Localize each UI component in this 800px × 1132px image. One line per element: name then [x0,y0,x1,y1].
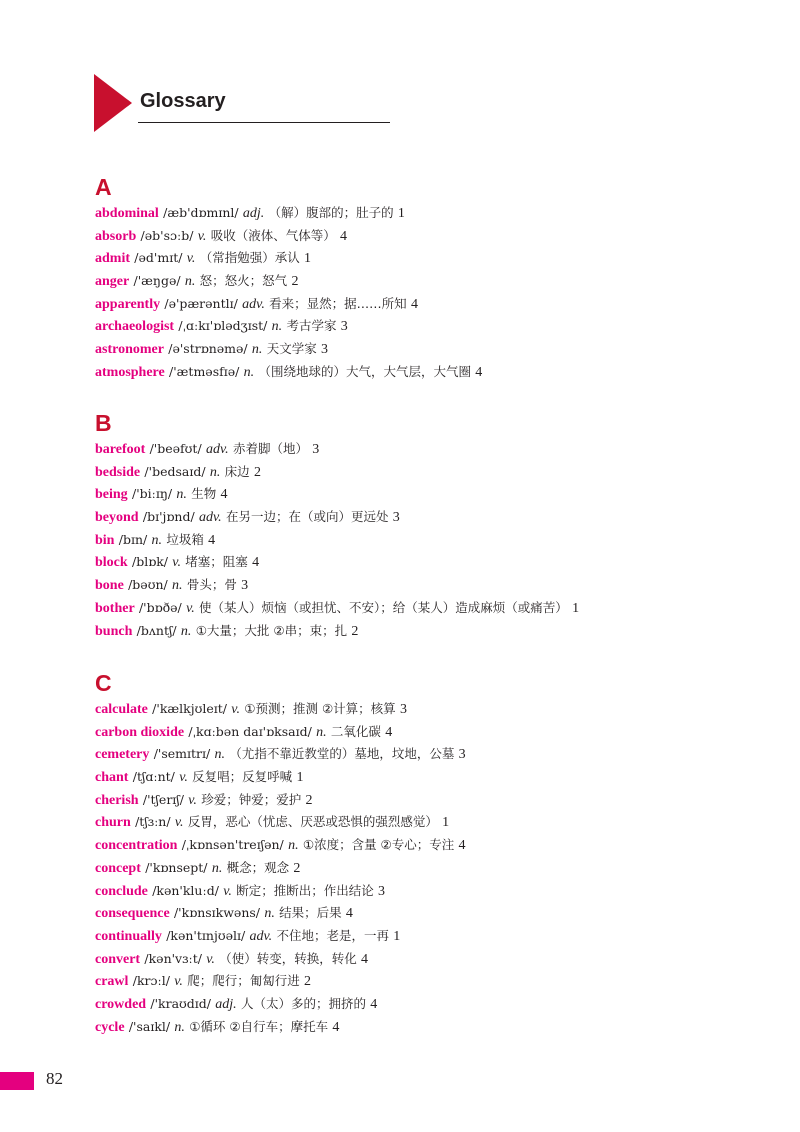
definition: ①大量；大批 ②串；束；扎 [195,622,348,638]
glossary-entry [95,698,755,721]
glossary-entry [95,880,755,903]
part-of-speech: n. [174,1019,185,1035]
part-of-speech: n. [288,838,299,854]
glossary-entry [95,293,755,316]
definition: 堵塞；阻塞 [185,554,248,570]
glossary-entry [95,721,755,744]
unit-number: 4 [458,838,466,854]
part-of-speech: v. [188,792,197,808]
definition: （尤指不靠近教堂的）墓地，坟地，公墓 [229,746,455,762]
glossary-entry [95,483,755,506]
pronunciation: /əb'sɔːb/ [140,227,194,243]
pronunciation: /'biːɪŋ/ [131,486,173,502]
pronunciation: /'saɪkl/ [128,1018,171,1034]
section-a [95,174,755,384]
pronunciation: /bʌntʃ/ [136,622,177,638]
pronunciation: /'kɒnsept/ [145,859,208,875]
pronunciation: /'bedsaɪd/ [144,463,206,479]
headword: archaeologist [95,319,175,335]
unit-number: 3 [399,702,407,717]
pronunciation: /ˌkɒnsən'treɪʃən/ [181,837,284,853]
headword: continually [95,928,162,944]
glossary-entry [95,225,755,248]
unit-number: 3 [340,319,348,335]
definition: 断定；推断出；作出结论 [236,882,374,898]
definition: 吸收（液体、气体等） [210,227,336,243]
pronunciation: /krɔːl/ [132,973,170,989]
headword: apparently [95,296,161,312]
definition: 怒；怒火；怒气 [199,273,288,289]
pronunciation: /əd'mɪt/ [134,250,183,266]
headword: convert [95,951,141,967]
unit-number: 3 [312,442,320,457]
pronunciation: /'æŋgə/ [133,273,181,289]
glossary-entry [95,202,755,225]
definition: 人（太）多的；拥挤的 [240,995,366,1011]
glossary-entry [95,993,755,1016]
unit-number: 4 [220,487,228,503]
definition: ①预测；推测 ②计算；核算 [244,701,396,716]
unit-number: 4 [370,996,378,1012]
definition: 生物 [191,486,217,502]
unit-number: 3 [458,747,466,763]
glossary-entry [95,834,755,857]
headword: crowded [95,996,147,1012]
glossary-entry [95,620,755,643]
unit-number: 1 [296,770,304,786]
pronunciation: /'kælkjʊleɪt/ [152,701,227,716]
headword: bone [95,578,124,594]
glossary-entry [95,743,755,766]
definition: 赤着脚（地） [232,441,308,456]
headword: astronomer [95,342,164,358]
headword: bunch [95,623,133,639]
definition: 使（某人）烦恼（或担忧、不安）；给（某人）造成麻烦（或痛苦） [199,599,568,615]
part-of-speech: adv. [205,442,229,457]
definition: 考古学家 [286,318,337,334]
headword: crawl [95,974,129,990]
glossary-entry [95,766,755,789]
headword: cemetery [95,747,150,763]
glossary-entry [95,970,755,993]
pronunciation: /'kraʊdɪd/ [150,995,211,1011]
definition: （解）腹部的；肚子的 [268,205,394,220]
headword: abdominal [95,206,159,221]
glossary-entry [95,529,755,552]
unit-number: 1 [393,928,401,944]
pronunciation: /ə'pærəntlɪ/ [164,295,238,311]
part-of-speech: n. [180,623,192,639]
pronunciation: /'kɒnsɪkwəns/ [173,905,261,921]
part-of-speech: adv. [249,928,273,944]
part-of-speech: adj. [215,996,237,1012]
headword: churn [95,815,131,831]
footer-accent-bar [0,1072,34,1090]
glossary-entry [95,506,755,529]
header-divider [138,122,390,123]
unit-number: 2 [305,792,313,808]
unit-number: 2 [291,274,299,290]
part-of-speech: n. [184,274,196,290]
part-of-speech: adv. [198,510,222,526]
pronunciation: /kən'kluːd/ [152,882,219,898]
headword: bedside [95,464,141,480]
part-of-speech: adv. [242,296,265,312]
unit-number: 4 [385,724,393,740]
headword: block [95,555,128,571]
headword: cherish [95,792,139,808]
glossary-entry [95,902,755,925]
definition: 二氧化碳 [330,723,381,739]
pronunciation: /kən'tɪnjʊəlɪ/ [166,927,246,943]
headword: admit [95,251,130,267]
pronunciation: /'ætməsfɪə/ [169,363,240,379]
headword: carbon dioxide [95,724,185,740]
unit-number: 4 [475,364,483,380]
definition: ①循环 ②自行车；摩托车 [189,1018,329,1034]
section-letter: B [95,410,112,436]
pronunciation: /blɒk/ [131,554,168,570]
glossary-header [94,74,394,134]
unit-number: 4 [340,228,348,244]
pronunciation: /tʃɑːnt/ [132,769,175,785]
unit-number: 1 [442,815,450,831]
glossary-entry [95,1016,755,1039]
definition: 骨头；骨 [186,577,237,593]
part-of-speech: n. [176,487,187,503]
definition: （使）转变，转换，转化 [219,950,357,966]
part-of-speech: v. [174,974,183,990]
pronunciation: /ˌɑːkɪ'ɒlədʒɪst/ [178,318,268,334]
headword: calculate [95,702,148,717]
unit-number: 4 [332,1019,340,1035]
part-of-speech: v. [231,702,240,717]
part-of-speech: n. [151,532,163,548]
pronunciation: /ˌkɑːbən daɪ'ɒksaɪd/ [188,723,312,739]
definition: 爬；爬行；匍匐行进 [187,973,300,989]
part-of-speech: v. [179,770,188,786]
definition: （常指勉强）承认 [199,250,300,266]
headword: beyond [95,510,139,526]
glossary-entry [95,270,755,293]
definition: 反胃，恶心（忧虑、厌恶或恐惧的强烈感觉） [187,814,438,830]
unit-number: 4 [252,555,260,571]
section-b [95,410,755,642]
glossary-entry [95,315,755,338]
definition: （围绕地球的）大气，大气层，大气圈 [258,363,471,379]
definition: 不住地；老是，一再 [276,927,389,943]
unit-number: 4 [410,296,418,312]
entry-list [95,438,755,642]
part-of-speech: n. [271,319,283,335]
entry-list [95,698,755,1038]
unit-number: 2 [293,860,301,876]
headword: concentration [95,838,178,854]
glossary-entry [95,789,755,812]
section-c [95,670,755,1038]
unit-number: 4 [361,951,369,967]
part-of-speech: n. [211,860,223,876]
unit-number: 3 [392,510,400,526]
section-letter: A [95,174,112,200]
unit-number: 2 [304,974,312,990]
part-of-speech: v. [172,555,181,571]
headword: atmosphere [95,364,165,380]
unit-number: 4 [345,906,353,922]
page-number: 82 [46,1069,63,1088]
glossary-entry [95,461,755,484]
part-of-speech: n. [209,464,221,480]
part-of-speech: n. [214,747,226,763]
pronunciation: /ə'strɒnəmə/ [168,341,248,357]
definition: 反复唱；反复呼喊 [192,769,293,785]
headword: barefoot [95,442,146,457]
part-of-speech: n. [316,724,327,740]
part-of-speech: v. [174,815,184,831]
glossary-entry [95,574,755,597]
unit-number: 1 [304,251,312,267]
part-of-speech: v. [186,600,195,616]
headword: absorb [95,228,137,244]
definition: 垃圾箱 [166,531,204,547]
part-of-speech: n. [264,906,275,922]
pronunciation: /'beəfʊt/ [149,441,202,456]
part-of-speech: n. [172,578,183,594]
pronunciation: /'bɒðə/ [138,599,182,615]
definition: 结果；后果 [279,905,342,921]
headword: chant [95,770,129,786]
glossary-entry [95,811,755,834]
part-of-speech: adj. [242,206,265,221]
pronunciation: /tʃɜːn/ [135,814,171,830]
glossary-entry [95,857,755,880]
definition: 天文学家 [266,341,317,357]
unit-number: 3 [378,883,385,899]
unit-number: 4 [208,532,216,548]
definition: 珍爱；钟爱；爱护 [201,791,302,807]
pronunciation: /bɪn/ [118,531,148,547]
part-of-speech: n. [251,342,263,358]
headword: concept [95,860,141,876]
unit-number: 2 [351,623,359,639]
definition: 床边 [224,463,250,479]
part-of-speech: v. [197,228,207,244]
glossary-entry [95,247,755,270]
unit-number: 3 [321,342,329,358]
glossary-entry [95,948,755,971]
definition: ①浓度；含量 ②专心；专注 [302,837,455,853]
pronunciation: /bɪ'jɒnd/ [142,509,195,525]
definition: 概念；观念 [226,859,290,875]
pronunciation: /kən'vɜːt/ [144,950,202,966]
headword: conclude [95,883,148,899]
part-of-speech: v. [223,883,232,899]
pronunciation: /'semɪtrɪ/ [153,746,211,762]
headword: bother [95,600,135,616]
pronunciation: /'tʃerɪʃ/ [142,791,184,807]
unit-number: 3 [241,578,249,594]
definition: 看来；显然；据……所知 [269,295,407,311]
triangle-marker-icon [94,74,132,132]
page-title: Glossary [140,90,226,112]
glossary-entry [95,438,755,461]
glossary-entry [95,597,755,620]
glossary-entry [95,338,755,361]
definition: 在另一边；在（或向）更远处 [225,509,389,525]
part-of-speech: n. [243,364,255,380]
entry-list [95,202,755,384]
glossary-entry [95,925,755,948]
section-letter: C [95,670,112,696]
pronunciation: /æb'dɒmɪnl/ [163,205,239,220]
unit-number: 2 [253,464,261,480]
headword: cycle [95,1019,125,1035]
unit-number: 1 [397,206,405,221]
unit-number: 1 [572,600,580,616]
headword: consequence [95,906,170,922]
pronunciation: /bəʊn/ [128,577,168,593]
headword: bin [95,532,115,548]
glossary-entry [95,551,755,574]
glossary-entry [95,361,755,384]
headword: being [95,487,128,503]
headword: anger [95,274,130,290]
part-of-speech: v. [186,251,196,267]
part-of-speech: v. [206,951,215,967]
